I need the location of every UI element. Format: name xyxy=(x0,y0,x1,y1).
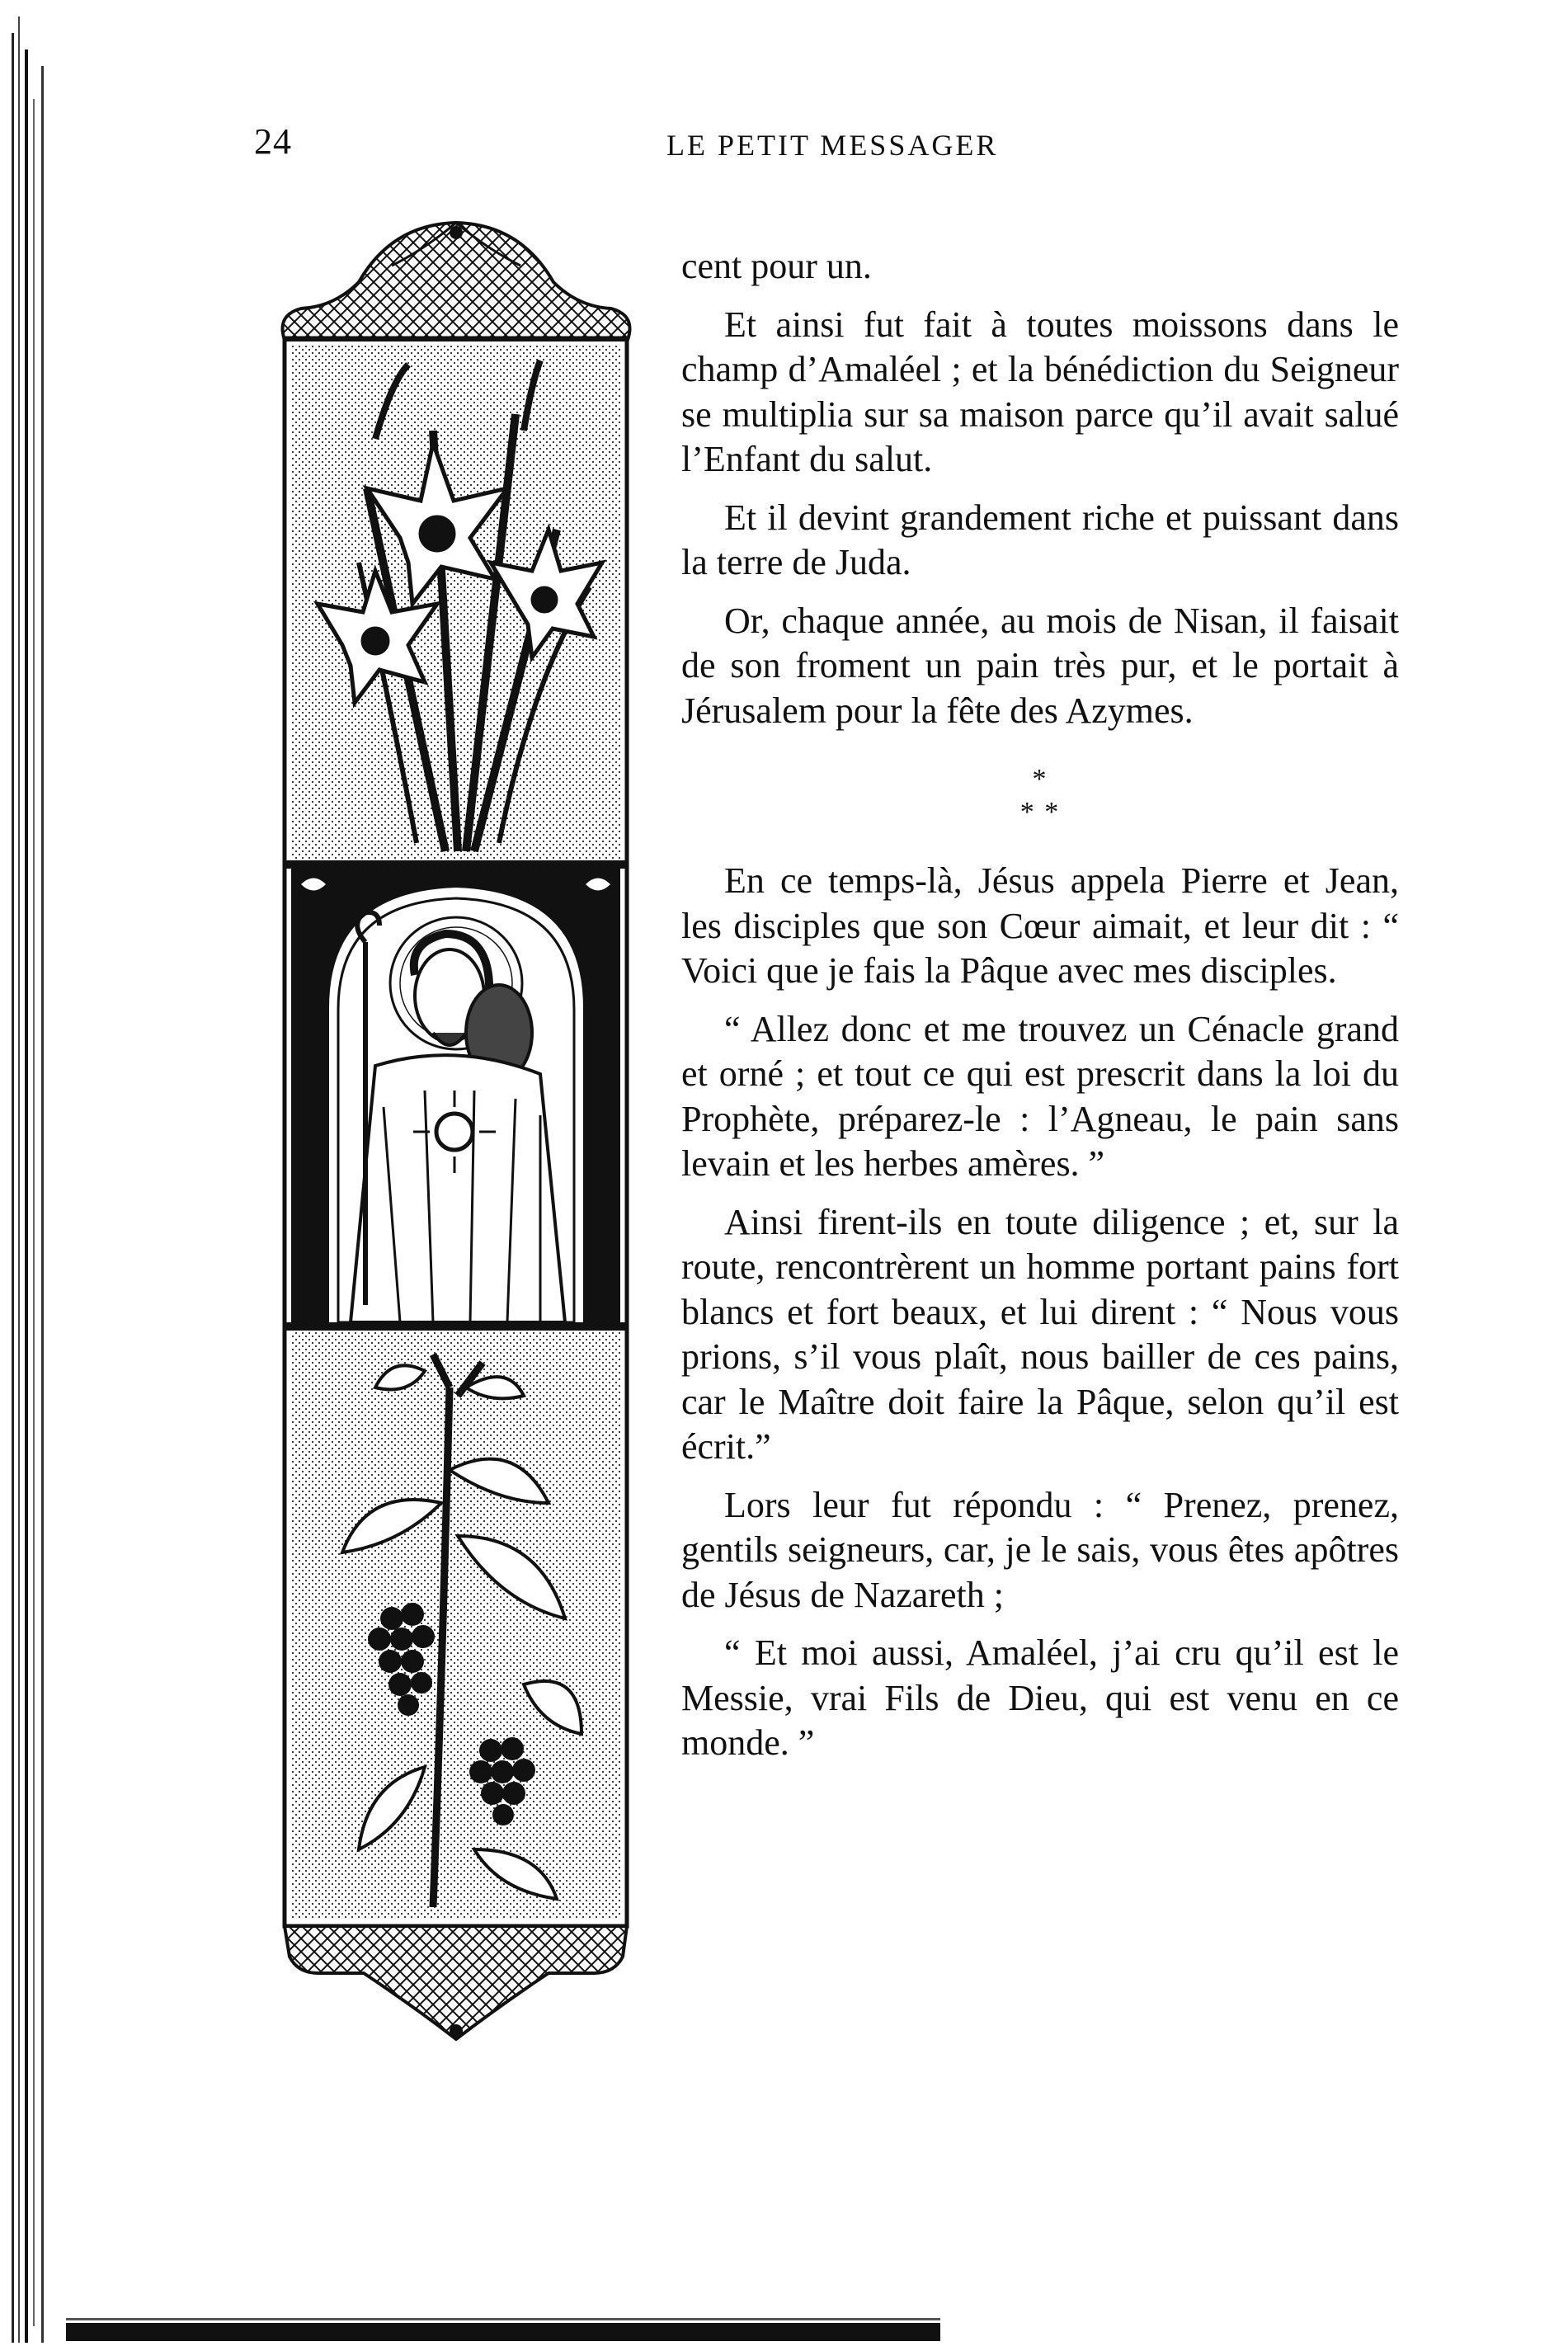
good-shepherd-panel xyxy=(291,869,620,1322)
page-number: 24 xyxy=(254,121,292,162)
ornamental-border-illustration xyxy=(268,216,643,2043)
lily-panel xyxy=(291,345,620,860)
paragraph: “ Et moi aussi, Amaléel, j’ai cru qu’il est le Messie, vrai Fils de Dieu, qui est venu en ce monde. ” xyxy=(681,1632,1399,1763)
running-head: LE PETIT MESSAGER xyxy=(666,129,999,162)
body-text xyxy=(681,244,1399,1779)
paragraph: Et ainsi fut fait à toutes moissons dans le champ d’Amaléel ; et la bénédiction du Seigneur se multiplia sur sa maison parce qu’il avait salué l’Enfant du salut. xyxy=(681,304,1399,479)
paragraph: “ Allez donc et me trouvez un Cénacle grand et orné ; et tout ce qui est prescrit dans la loi du Prophète, préparez-le : l’Agneau, le pain sans levain et les herbes amères. ” xyxy=(681,1008,1399,1184)
paragraph: En ce temps-là, Jésus appela Pierre et Jean, les disciples que son Cœur aimait, et leur dit : “ Voici que je fais la Pâque avec mes disciples. xyxy=(681,860,1399,991)
top-crest xyxy=(283,223,630,340)
wheat-grape-panel xyxy=(291,1331,620,1918)
binding-edge xyxy=(0,0,66,2346)
bottom-pendant xyxy=(285,1926,627,2039)
asterism-top: * xyxy=(1032,764,1048,794)
paragraph: Ainsi firent-ils en toute diligence ; et, sur la route, rencontrèrent un homme portant pains fort blancs et fort beaux, et lui dirent : “ Nous vous prions, s’il vous plaît, nous bailler de ces pains, car le Maître doit faire la Pâque, selon qu’il est écrit.” xyxy=(681,1201,1399,1467)
asterism-bottom: * * xyxy=(1019,797,1061,827)
paragraph: Lors leur fut répondu : “ Prenez, prenez, gentils seigneurs, car, je le sais, vous êtes apôtres de Jésus de Nazareth ; xyxy=(681,1484,1399,1615)
paragraph: Or, chaque année, au mois de Nisan, il faisait de son froment un pain très pur, et le portait à Jérusalem pour la fête des Azymes. xyxy=(681,600,1399,731)
scan-edge-rule xyxy=(66,2318,940,2346)
paragraph: Et il devint grandement riche et puissant dans la terre de Juda. xyxy=(681,497,1399,582)
paragraph: cent pour un. xyxy=(681,246,872,286)
asterism-divider xyxy=(681,763,1399,829)
